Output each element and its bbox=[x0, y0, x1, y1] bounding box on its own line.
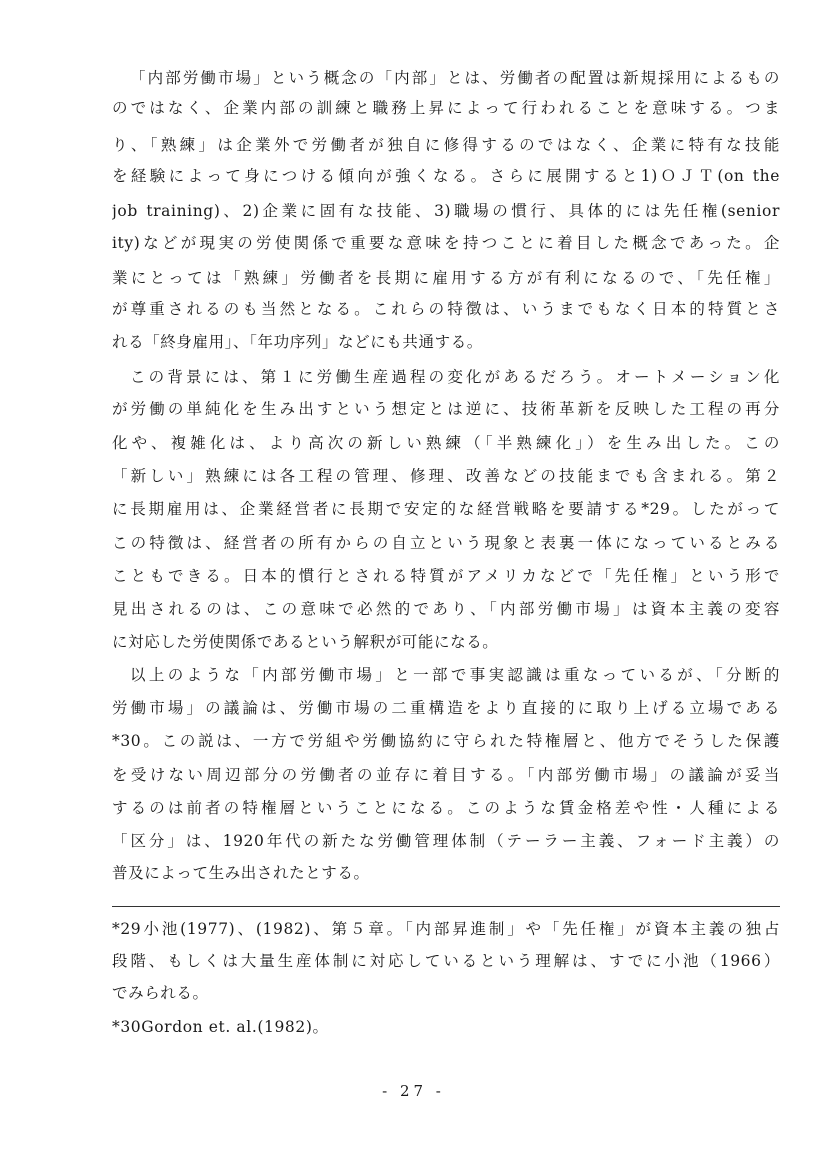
body-line: 「区分」は、1920年代の新たな労働管理体制（テーラー主義、フォード主義）の bbox=[112, 832, 780, 850]
body-line: 労働市場」の議論は、労働市場の二重構造をより直接的に取り上げる立場である bbox=[112, 699, 780, 717]
body-line: が尊重されるのも当然となる。これらの特徴は、いうまでもなく日本的特質とさ bbox=[112, 300, 780, 318]
body-line: 普及によって生み出されたとする。 bbox=[112, 864, 370, 882]
body-line: ity)などが現実の労使関係で重要な意味を持つことに着目した概念であった。企 bbox=[112, 234, 780, 252]
body-line: 「内部労働市場」という概念の「内部」とは、労働者の配置は新規採用によるもの bbox=[130, 69, 780, 87]
body-line: が労働の単純化を生み出すという想定とは逆に、技術革新を反映した工程の再分 bbox=[112, 400, 780, 418]
body-line: こともできる。日本的慣行とされる特質がアメリカなどで「先任権」という形で bbox=[112, 567, 780, 585]
body-line: 以上のような「内部労働市場」と一部で事実認識は重なっているが、「分断的 bbox=[130, 666, 780, 684]
body-line: 業にとっては「熟練」労働者を長期に雇用する方が有利になるので、「先任権」 bbox=[112, 269, 780, 287]
body-line: り、「熟練」は企業外で労働者が独自に修得するのではなく、企業に特有な技能 bbox=[112, 136, 780, 154]
footnote-line: でみられる。 bbox=[112, 984, 209, 1002]
footnote-separator bbox=[112, 906, 780, 907]
body-line: のではなく、企業内部の訓練と職務上昇によって行われることを意味する。つま bbox=[112, 99, 780, 117]
page-number: - 27 - bbox=[382, 1082, 445, 1100]
body-line: 化や、複雑化は、より高次の新しい熟練（「半熟練化」）を生み出した。この bbox=[112, 434, 780, 452]
body-line: 「新しい」熟練には各工程の管理、修理、改善などの技能までも含まれる。第２ bbox=[112, 467, 780, 485]
body-line: を経験によって身につける傾向が強くなる。さらに展開すると1)ＯＪＴ(on the bbox=[112, 167, 780, 185]
body-line: この背景には、第１に労働生産過程の変化があるだろう。オートメーション化 bbox=[130, 368, 780, 386]
body-line: *30。この説は、一方で労組や労働協約に守られた特権層と、他方でそうした保護 bbox=[112, 732, 780, 750]
body-line: に長期雇用は、企業経営者に長期で安定的な経営戦略を要請する*29。したがって bbox=[112, 500, 780, 518]
body-line: を受けない周辺部分の労働者の並存に着目する。「内部労働市場」の議論が妥当 bbox=[112, 766, 780, 784]
footnote-line: *30Gordon et. al.(1982)。 bbox=[112, 1018, 329, 1036]
body-line: するのは前者の特権層ということになる。このような賃金格差や性・人種による bbox=[112, 799, 780, 817]
body-line: れる「終身雇用」、「年功序列」などにも共通する。 bbox=[112, 333, 483, 351]
footnote-line: *29小池(1977)、(1982)、第５章。「内部昇進制」や「先任権」が資本主義の独占 bbox=[112, 920, 780, 938]
body-line: に対応した労使関係であるという解釈が可能になる。 bbox=[112, 633, 499, 651]
body-line: この特徴は、経営者の所有からの自立という現象と表裏一体になっているとみる bbox=[112, 534, 780, 552]
body-line: 見出されるのは、この意味で必然的であり、「内部労働市場」は資本主義の変容 bbox=[112, 600, 780, 618]
footnote-line: 段階、もしくは大量生産体制に対応しているという理解は、すでに小池（1966） bbox=[112, 952, 780, 970]
body-line: job training)、2)企業に固有な技能、3)職場の慣行、具体的には先任権(senior bbox=[112, 202, 780, 220]
